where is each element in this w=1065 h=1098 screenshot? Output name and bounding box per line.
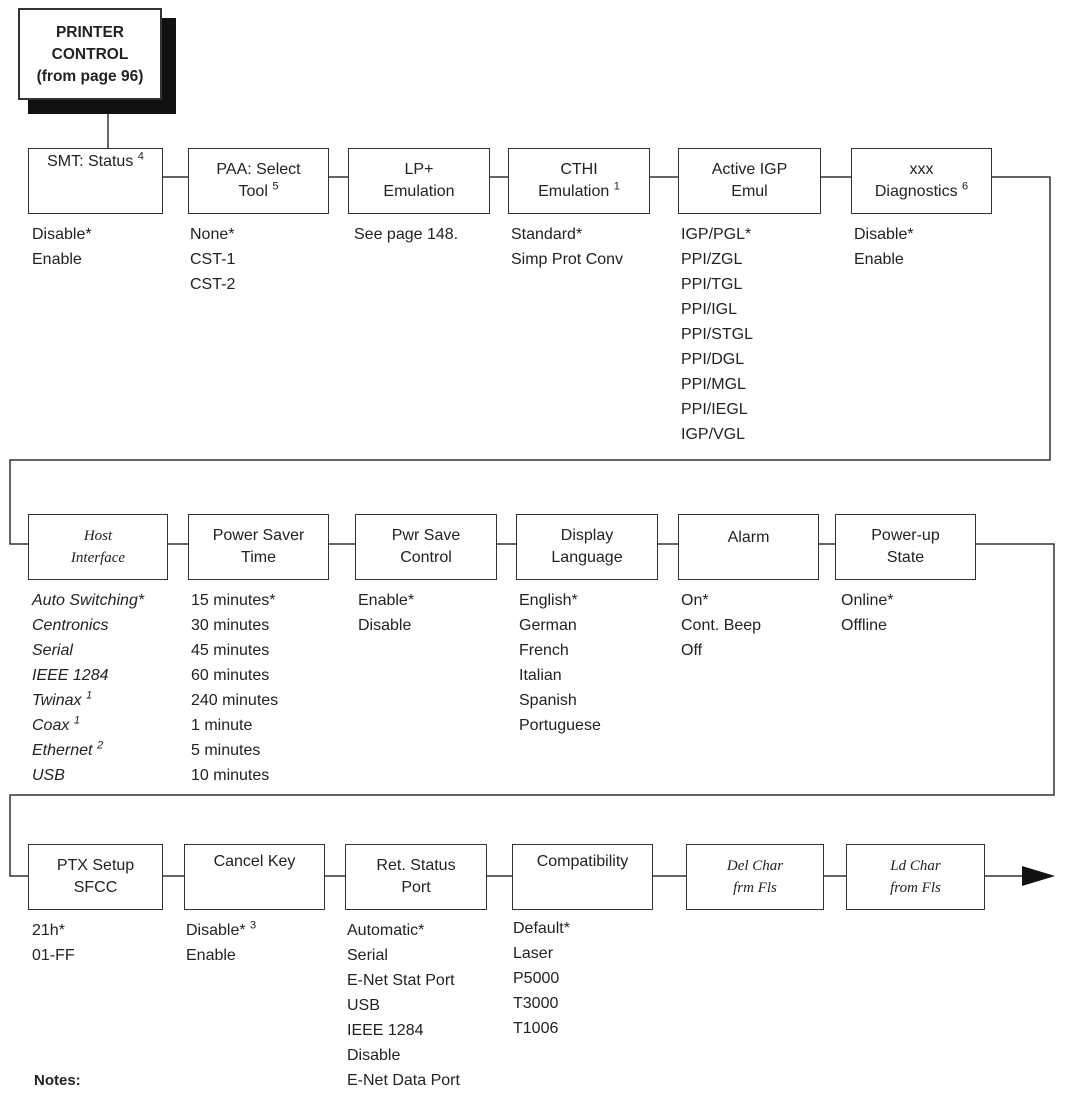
footnote-ref: 6 [962, 180, 969, 193]
option: PPI/MGL [681, 376, 746, 393]
option: Online* [841, 592, 894, 609]
root-line-1: PRINTER [55, 24, 125, 41]
node-label: Emulation [538, 183, 610, 200]
option: IGP/PGL* [681, 226, 752, 243]
node-lp-emulation [348, 148, 490, 214]
node-label: LP+ [404, 161, 434, 178]
node-label: Compatibility [536, 853, 629, 870]
option: CST-2 [190, 276, 236, 293]
option: Disable [358, 617, 412, 634]
option: Default* [513, 920, 570, 937]
option: Laser [513, 945, 554, 962]
options-compatibility [513, 916, 570, 1041]
node-label: Time [241, 549, 276, 566]
footnote-ref: 2 [96, 739, 104, 752]
option: Portuguese [519, 717, 601, 734]
node-ret-status-port [345, 844, 487, 910]
node-paa-select-tool [188, 148, 329, 214]
option: French [519, 642, 569, 659]
options-pwr-save-control [358, 588, 414, 638]
node-label: Display [560, 527, 614, 544]
node-label: Emul [731, 183, 768, 200]
root-line-2: CONTROL [51, 46, 129, 63]
option: Coax [32, 717, 70, 734]
option: Automatic* [347, 922, 425, 939]
option: 45 minutes [191, 642, 270, 659]
option: PPI/TGL [681, 276, 743, 293]
options-ret-status-port [347, 918, 460, 1093]
option: 60 minutes [191, 667, 270, 684]
node-label: PTX Setup [56, 857, 135, 874]
option: PPI/ZGL [681, 251, 743, 268]
node-label: Language [551, 549, 623, 566]
node-power-up-state [835, 514, 976, 580]
node-active-igp-emul [678, 148, 821, 214]
node-pwr-save-control [355, 514, 497, 580]
node-label: SFCC [73, 879, 118, 896]
option: Auto Switching* [32, 592, 145, 609]
option: 21h* [32, 922, 65, 939]
option: USB [32, 767, 65, 784]
node-xxx-diagnostics [851, 148, 992, 214]
options-power-up-state [841, 588, 893, 638]
node-cthi-emulation [508, 148, 650, 214]
option: Ethernet [32, 742, 93, 759]
options-ptx-setup-sfcc [32, 918, 75, 968]
node-cancel-key [184, 844, 325, 910]
node-label: State [886, 549, 925, 566]
node-del-char-frm-fls [686, 844, 824, 910]
options-cthi-emulation [511, 222, 623, 272]
option: E-Net Stat Port [347, 972, 455, 989]
node-label: Power Saver [212, 527, 305, 544]
option: 240 minutes [191, 692, 279, 709]
option: P5000 [513, 970, 560, 987]
node-smt-status [28, 148, 163, 214]
option: PPI/IEGL [681, 401, 748, 418]
option: 10 minutes [191, 767, 270, 784]
node-label: Power-up [871, 527, 940, 544]
node-label: Ld Char [890, 858, 941, 874]
option: German [519, 617, 577, 634]
node-label: frm Fls [733, 880, 777, 896]
options-lp-emulation [354, 222, 458, 247]
footnote-ref: 1 [85, 689, 93, 702]
option: Simp Prot Conv [511, 251, 624, 268]
option: Enable [32, 251, 82, 268]
node-display-language [516, 514, 658, 580]
options-cancel-key [186, 918, 256, 968]
node-label: Tool [238, 183, 268, 200]
node-label: xxx [909, 161, 934, 178]
option: Enable [186, 947, 236, 964]
option: CST-1 [190, 251, 236, 268]
options-power-saver-time [191, 588, 278, 788]
node-label: Interface [70, 550, 126, 566]
node-label: PAA: Select [216, 161, 301, 178]
options-paa-select-tool [190, 222, 235, 297]
options-display-language [519, 588, 601, 738]
node-label: Cancel Key [213, 853, 296, 870]
footnote-ref: 5 [272, 180, 279, 193]
option: IEEE 1284 [32, 667, 109, 684]
node-label: Control [400, 549, 452, 566]
option: Disable* [186, 922, 246, 939]
node-power-saver-time [188, 514, 329, 580]
node-label: SMT: Status [47, 153, 134, 170]
option: Offline [841, 617, 887, 634]
option: E-Net Data Port [347, 1072, 460, 1089]
option: Centronics [32, 617, 109, 634]
node-compatibility [512, 844, 653, 910]
node-label: Emulation [383, 183, 455, 200]
option: 15 minutes* [191, 592, 276, 609]
option: Disable* [854, 226, 914, 243]
option: 30 minutes [191, 617, 270, 634]
option: Serial [347, 947, 388, 964]
option: On* [681, 592, 709, 609]
option: Italian [519, 667, 562, 684]
option: Disable* [32, 226, 92, 243]
option: Disable [347, 1047, 401, 1064]
option: Standard* [511, 226, 583, 243]
option: PPI/DGL [681, 351, 745, 368]
option: USB [347, 997, 380, 1014]
node-label: CTHI [560, 161, 598, 178]
option: IEEE 1284 [347, 1022, 424, 1039]
options-active-igp-emul [681, 222, 753, 447]
option: 1 minute [191, 717, 253, 734]
footnote-ref: 1 [613, 180, 620, 193]
option: See page 148. [354, 226, 459, 243]
option: 01-FF [32, 947, 75, 964]
node-ptx-setup-sfcc [28, 844, 163, 910]
option: None* [190, 226, 235, 243]
node-label: Port [401, 879, 431, 896]
option: PPI/IGL [681, 301, 738, 318]
node-label: from Fls [890, 880, 941, 896]
node-ld-char-from-fls [846, 844, 985, 910]
option: Spanish [519, 692, 577, 709]
option: IGP/VGL [681, 426, 746, 443]
option: Enable* [358, 592, 415, 609]
option: Cont. Beep [681, 617, 762, 634]
root-line-3: (from page 96) [36, 68, 144, 85]
option: English* [519, 592, 578, 609]
printer-control-root-box [18, 8, 176, 114]
options-host-interface [32, 588, 144, 788]
continue-arrow-icon [1022, 866, 1055, 886]
option: T1006 [513, 1020, 559, 1037]
node-label: Alarm [727, 529, 770, 546]
notes-heading: Notes: [34, 1072, 81, 1089]
node-label: Host [83, 528, 113, 544]
option: Enable [854, 251, 904, 268]
option: Off [681, 642, 703, 659]
node-host-interface [28, 514, 168, 580]
node-alarm [678, 514, 819, 580]
option: T3000 [513, 995, 559, 1012]
node-label: Active IGP [711, 161, 788, 178]
options-alarm [681, 588, 761, 663]
footnote-ref: 4 [137, 150, 144, 163]
option: PPI/STGL [681, 326, 754, 343]
options-xxx-diagnostics [854, 222, 914, 272]
option: Serial [32, 642, 73, 659]
option: 5 minutes [191, 742, 261, 759]
node-label: Pwr Save [391, 527, 461, 544]
node-label: Del Char [726, 858, 784, 874]
footnote-ref: 1 [73, 714, 80, 727]
node-label: Diagnostics [874, 183, 958, 200]
options-smt-status [32, 222, 92, 272]
node-label: Ret. Status [376, 857, 456, 874]
footnote-ref: 3 [250, 919, 257, 932]
option: Twinax [32, 692, 82, 709]
